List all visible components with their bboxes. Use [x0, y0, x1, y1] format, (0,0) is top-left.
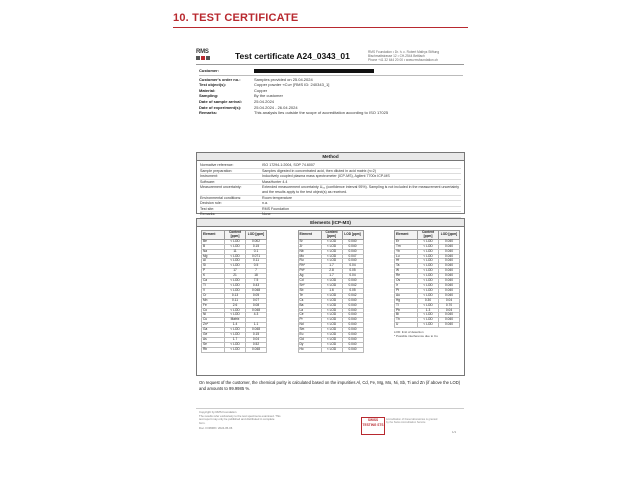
meta-label: Customer's order no.: [199, 76, 241, 82]
table-cell: Rb [202, 347, 225, 352]
table-cell: 0.040 [342, 303, 363, 308]
footer-line: test report may only be published and distributed in complete [199, 417, 275, 422]
table-cell: Mn [202, 298, 225, 303]
banner-divider [173, 27, 468, 28]
table-cell: 0.13 [225, 293, 246, 298]
method-label: Normative reference: [200, 163, 234, 167]
table-cell: Co [202, 308, 225, 313]
table-cell: 0.040 [439, 318, 460, 323]
table-cell: < LOD [225, 342, 246, 347]
table-cell: Zn* [202, 323, 225, 328]
table-cell: 21 [225, 274, 246, 279]
table-cell: 0.04 [439, 308, 460, 313]
table-cell: Yb [395, 249, 418, 254]
table-cell: 1.7 [225, 337, 246, 342]
column-header: Content [ppm] [418, 231, 439, 240]
table-cell: < LOD [225, 264, 246, 269]
table-cell: Rh* [298, 264, 321, 269]
elements-table-3 [394, 230, 460, 328]
table-cell: < LOD [225, 239, 246, 244]
table-cell: < LOD [418, 254, 439, 259]
table-cell: B [202, 244, 225, 249]
table-cell: 0.040 [342, 342, 363, 347]
table-cell: 2.8 [321, 269, 342, 274]
table-cell: 0.07 [246, 298, 267, 303]
method-label: Measurement uncertainty: [200, 185, 242, 190]
table-cell: 0.040 [342, 337, 363, 342]
elements-table-2 [298, 230, 364, 353]
meta-label: Test object(s): [199, 82, 227, 88]
method-value: n.a. [262, 201, 268, 206]
table-cell: 4.3 [246, 313, 267, 318]
table-cell: 0.040 [439, 254, 460, 259]
table-cell: Sb [298, 288, 321, 293]
table-cell: 0.040 [342, 318, 363, 323]
table-cell: Os [395, 279, 418, 284]
table-cell: 0.040 [439, 259, 460, 264]
certificate-metadata [199, 68, 463, 116]
table-cell: 0.040 [439, 249, 460, 254]
table-cell: < LOD [225, 333, 246, 338]
table-cell: 0.040 [439, 293, 460, 298]
table-cell: Ru [298, 259, 321, 264]
meta-value: Copper [254, 87, 268, 93]
table-cell: Te [298, 293, 321, 298]
table-cell: Hf [395, 259, 418, 264]
meta-value: This analysis lies outside the scope of accreditation according to ISO 17025 [254, 110, 389, 116]
meta-remarks [199, 110, 463, 116]
table-cell: Ag [298, 274, 321, 279]
table-cell: P [202, 269, 225, 274]
table-row [202, 347, 267, 352]
table-cell: 0.11 [246, 259, 267, 264]
table-cell: V [202, 288, 225, 293]
table-cell: As [202, 337, 225, 342]
table-cell: Pb [395, 308, 418, 313]
table-cell: 0.08 [246, 303, 267, 308]
table-cell: 0.05 [246, 293, 267, 298]
table-cell: < LOD [418, 293, 439, 298]
rms-logo [196, 49, 214, 60]
table-cell: Pt [395, 288, 418, 293]
table-cell: Dy [298, 342, 321, 347]
elements-notes [394, 330, 460, 338]
table-cell: Nd [298, 323, 321, 328]
table-cell: < LOD [418, 313, 439, 318]
table-cell: 7.5 [246, 279, 267, 284]
table-cell: < LOD [418, 239, 439, 244]
table-cell: < LOD [321, 323, 342, 328]
column-header: LOD [ppm] [246, 231, 267, 240]
purity-conclusion: On request of the customer, the chemical purity is calculated based on the impurities Al, Cd, Fe, Mg, Mo, Ni, Sb, Ti and Zn (if above the LOD) and amounts to 99.9985 %. [199, 380, 461, 391]
table-cell: Tm [395, 244, 418, 249]
table-cell: Pr [298, 318, 321, 323]
table-cell: < LOD [225, 254, 246, 259]
table-cell: 0.002 [246, 239, 267, 244]
table-cell: Re [395, 274, 418, 279]
table-cell: 0.040 [342, 333, 363, 338]
certificate-title: Test certificate A24_0343_01 [235, 51, 350, 61]
table-cell: 0.040 [342, 298, 363, 303]
table-cell: Mo [298, 254, 321, 259]
table-cell: < LOD [225, 244, 246, 249]
column-header: Element [395, 231, 418, 240]
table-cell: < LOD [418, 249, 439, 254]
table-cell: 0.040 [439, 279, 460, 284]
table-cell: U [395, 323, 418, 328]
table-cell: 0.048 [246, 328, 267, 333]
table-cell: < LOD [321, 244, 342, 249]
table-cell: 0.040 [439, 244, 460, 249]
table-cell: 0.048 [246, 308, 267, 313]
table-cell: < LOD [418, 288, 439, 293]
table-cell: Sm [298, 328, 321, 333]
meta-label: Sampling: [199, 93, 219, 99]
table-cell: 7 [246, 269, 267, 274]
column-header: Element [202, 231, 225, 240]
meta-customer [199, 68, 463, 74]
table-cell: La [298, 308, 321, 313]
table-cell: 18 [246, 274, 267, 279]
table-cell: 2.6 [225, 303, 246, 308]
table-cell: 0.04 [439, 298, 460, 303]
table-cell: 1.3 [418, 308, 439, 313]
table-cell: 1.7 [321, 274, 342, 279]
table-cell: < LOD [225, 313, 246, 318]
logo-mark-icon [196, 56, 214, 60]
table-cell: Ba [298, 303, 321, 308]
logo-text: RMS [196, 49, 209, 55]
table-cell: 0.047 [342, 254, 363, 259]
accreditation-text: Accreditation of these laboratories is granted by the Swiss Accreditation Service [386, 418, 438, 425]
meta-value: By the customer [254, 93, 283, 99]
table-cell: 0.04 [342, 264, 363, 269]
footer-divider [196, 408, 464, 409]
table-cell: 0.1 [246, 249, 267, 254]
table-cell: 0.040 [342, 259, 363, 264]
table-cell: Tl [395, 303, 418, 308]
table-cell: Ta [395, 264, 418, 269]
table-cell: Ni [202, 313, 225, 318]
column-header: LOD [ppm] [342, 231, 363, 240]
meta-label: Date of experiment(s): [199, 104, 242, 110]
table-cell: Se [202, 342, 225, 347]
table-header-row [202, 231, 267, 240]
table-cell: Cs [298, 298, 321, 303]
foundation-line: Phone +41 32 644 20 00 • www.rmsfoundation.ch [368, 58, 438, 63]
table-cell: Lu [395, 254, 418, 259]
table-cell: 0.70 [439, 303, 460, 308]
table-cell: Ca [202, 279, 225, 284]
table-cell: < LOD [321, 337, 342, 342]
table-cell: Th [395, 318, 418, 323]
table-cell: 0.040 [439, 269, 460, 274]
table-cell: < LOD [321, 342, 342, 347]
meta-label: Remarks: [199, 110, 218, 116]
table-cell: < LOD [321, 239, 342, 244]
table-cell: Pd* [298, 269, 321, 274]
meta-label: Date of sample arrival: [199, 98, 242, 104]
table-cell: 0.040 [439, 239, 460, 244]
table-cell: Au [395, 293, 418, 298]
method-label: Instrument: [200, 174, 218, 179]
table-cell: < LOD [321, 298, 342, 303]
method-label: Decision rule: [200, 201, 222, 206]
method-value: RMS Foundation [262, 206, 289, 211]
method-label: Test site: [200, 206, 215, 211]
table-cell: 1.7 [321, 264, 342, 269]
table-cell: < LOD [321, 279, 342, 284]
table-cell: 0.048 [246, 288, 267, 293]
table-cell: Hg [395, 298, 418, 303]
meta-value: 25.04.2024 - 26.04.2024 [254, 104, 298, 110]
method-label: Software: [200, 179, 216, 184]
table-cell: < LOD [321, 249, 342, 254]
table-cell: 0.5 [246, 264, 267, 269]
table-cell: < LOD [321, 283, 342, 288]
table-cell: 0.040 [439, 283, 460, 288]
table-header-row [298, 231, 363, 240]
method-label: Sample preparation: [200, 168, 233, 173]
table-cell: Si [202, 264, 225, 269]
meta-divider [199, 75, 463, 76]
table-cell: < LOD [418, 303, 439, 308]
section-banner: 10. TEST CERTIFICATE [173, 12, 299, 24]
column-header: Element [298, 231, 321, 240]
meta-value: Copper powder «Cu» [RMS ID: 240343_1] [254, 82, 330, 88]
table-cell: 0.52 [246, 342, 267, 347]
table-cell: 17 [225, 269, 246, 274]
table-row [298, 347, 363, 352]
table-cell: 0.04 [246, 337, 267, 342]
table-cell: Eu [298, 333, 321, 338]
table-cell: < LOD [321, 333, 342, 338]
table-header-row [395, 231, 460, 240]
method-value: MassHunter 4.4 [262, 179, 288, 184]
table-cell: < LOD [321, 313, 342, 318]
table-cell: < LOD [225, 308, 246, 313]
table-cell: 0.040 [342, 249, 363, 254]
table-cell: 0.040 [342, 328, 363, 333]
table-cell: 0.15 [246, 333, 267, 338]
footer-line: form. [199, 420, 206, 425]
table-cell: Be [202, 239, 225, 244]
method-value: Extended measurement uncertainty U₉₅ (confidence interval 95%). Sampling is not included in the measurement uncertainty and the results apply to the test object(s) as received. [262, 185, 460, 194]
elements-heading: Elements (ICP-MS) [197, 219, 464, 227]
redacted-block [254, 69, 374, 73]
table-cell: 1.4 [225, 323, 246, 328]
table-cell: Cr [202, 293, 225, 298]
table-cell: Er [395, 239, 418, 244]
meta-value: Samples provided on 25.04.2024 [254, 76, 313, 82]
table-cell: < LOD [225, 347, 246, 352]
table-cell: 0.30 [418, 298, 439, 303]
table-cell: 0.040 [439, 264, 460, 269]
table-cell: < LOD [418, 274, 439, 279]
method-label: Environmental conditions: [200, 195, 242, 200]
elements-section [196, 218, 465, 376]
table-cell: Nb [298, 249, 321, 254]
table-cell: < LOD [321, 293, 342, 298]
table-cell: 0.040 [439, 313, 460, 318]
method-value: ISO 17294-1:2004, SOP 74.6007 [262, 163, 315, 167]
table-cell: 0.040 [342, 313, 363, 318]
table-cell: < LOD [321, 347, 342, 352]
table-cell: Al [202, 259, 225, 264]
table-cell: < LOD [418, 244, 439, 249]
method-value: Room temperature [262, 195, 292, 200]
meta-label: Customer: [199, 68, 220, 73]
table-cell: 0.43 [246, 283, 267, 288]
column-header: Content [ppm] [225, 231, 246, 240]
table-cell: 11 [225, 249, 246, 254]
table-cell: Ti [202, 283, 225, 288]
table-cell: < LOD [418, 318, 439, 323]
footer-copyright: Copyright by RMS Foundation [199, 410, 237, 414]
table-cell: Gd [298, 337, 321, 342]
table-cell: < LOD [225, 279, 246, 284]
table-cell: 0.040 [439, 288, 460, 293]
table-cell: 1.6 [321, 288, 342, 293]
footer-disclaimer [199, 411, 309, 431]
meta-value: 25.04.2024 [254, 98, 275, 104]
table-cell: < LOD [321, 303, 342, 308]
table-cell: < LOD [321, 254, 342, 259]
table-cell: 0.05 [342, 269, 363, 274]
footer-line: The results refer exclusively to the test specimens examined. This [199, 413, 281, 418]
elements-table-1 [201, 230, 267, 353]
table-cell: 1.1 [246, 323, 267, 328]
table-cell: Ga [202, 328, 225, 333]
table-cell: 0.11 [225, 298, 246, 303]
page-number: 1/1 [452, 430, 457, 434]
table-cell: Ge [202, 333, 225, 338]
method-value: None [262, 212, 271, 217]
table-cell: 0.040 [342, 279, 363, 284]
table-cell: Cd [298, 279, 321, 284]
table-cell: 0.05 [342, 288, 363, 293]
table-cell: 0.071 [246, 254, 267, 259]
table-cell: < LOD [321, 259, 342, 264]
table-cell: 0.15 [246, 244, 267, 249]
swiss-testing-logo: SWISS TESTING STS [361, 417, 385, 435]
method-label: Remarks: [200, 212, 216, 217]
table-cell: < LOD [418, 259, 439, 264]
table-cell: 0.040 [342, 239, 363, 244]
table-cell: Ce [298, 313, 321, 318]
table-cell: < LOD [225, 328, 246, 333]
elements-table-3-wrap [394, 230, 460, 353]
table-cell: Zr [298, 244, 321, 249]
table-cell: < LOD [418, 323, 439, 328]
table-cell: < LOD [418, 283, 439, 288]
method-value: Inductively coupled plasma mass spectrometer (ICP-MS), Agilent 7700x ICP-MS [262, 174, 390, 179]
method-heading: Method [197, 153, 464, 161]
table-cell: Na [202, 249, 225, 254]
method-value: Samples digested in concentrated acid, then diluted in acid matrix (n=2) [262, 168, 376, 173]
foundation-line: Bischmattstrasse 12 • CH-2544 Bettlach [368, 54, 425, 59]
table-cell: Ho [298, 347, 321, 352]
table-cell: W [395, 269, 418, 274]
method-row [200, 185, 461, 195]
elements-tables [197, 227, 464, 356]
table-cell: 0.04 [342, 274, 363, 279]
table-cell: < LOD [321, 318, 342, 323]
table-cell: 0.040 [342, 323, 363, 328]
table-cell: Bi [395, 313, 418, 318]
table-cell: < LOD [418, 269, 439, 274]
table-cell: K [202, 274, 225, 279]
table-cell: 0.040 [342, 308, 363, 313]
table-cell: < LOD [321, 308, 342, 313]
column-header: LOD [ppm] [439, 231, 460, 240]
table-cell: 0.040 [342, 347, 363, 352]
table-cell: 0.040 [439, 274, 460, 279]
foundation-line: RMS Foundation • Dr. h. c. Robert Mathys Stiftung [368, 50, 440, 54]
table-cell: 0.048 [246, 347, 267, 352]
table-cell: Sn* [298, 283, 321, 288]
foundation-address [368, 50, 464, 63]
column-header: Content [ppm] [321, 231, 342, 240]
table-cell: < LOD [418, 264, 439, 269]
table-cell: Matrix [225, 318, 246, 323]
header-divider [196, 64, 464, 65]
table-cell: Mg [202, 254, 225, 259]
table-cell: 0.040 [439, 323, 460, 328]
note-interference: * Possible interference due to Cu [394, 334, 438, 339]
table-row [395, 323, 460, 328]
table-cell: Fe [202, 303, 225, 308]
table-cell: 0.042 [342, 293, 363, 298]
method-section [196, 152, 465, 217]
table-cell: < LOD [225, 259, 246, 264]
method-body [197, 161, 464, 220]
footer-doc-ref: Doc. FO8068 / 2024-05-06 [199, 426, 233, 431]
table-cell: < LOD [225, 288, 246, 293]
note-lod: LOD: limit of detection [394, 330, 424, 335]
table-cell: < LOD [225, 283, 246, 288]
table-cell: Sr [298, 239, 321, 244]
table-cell: 0.042 [342, 283, 363, 288]
meta-label: Material: [199, 87, 216, 93]
table-cell: 0.040 [342, 244, 363, 249]
table-cell: < LOD [418, 279, 439, 284]
table-cell: < LOD [321, 328, 342, 333]
table-cell: Cu [202, 318, 225, 323]
table-cell: Ir [395, 283, 418, 288]
